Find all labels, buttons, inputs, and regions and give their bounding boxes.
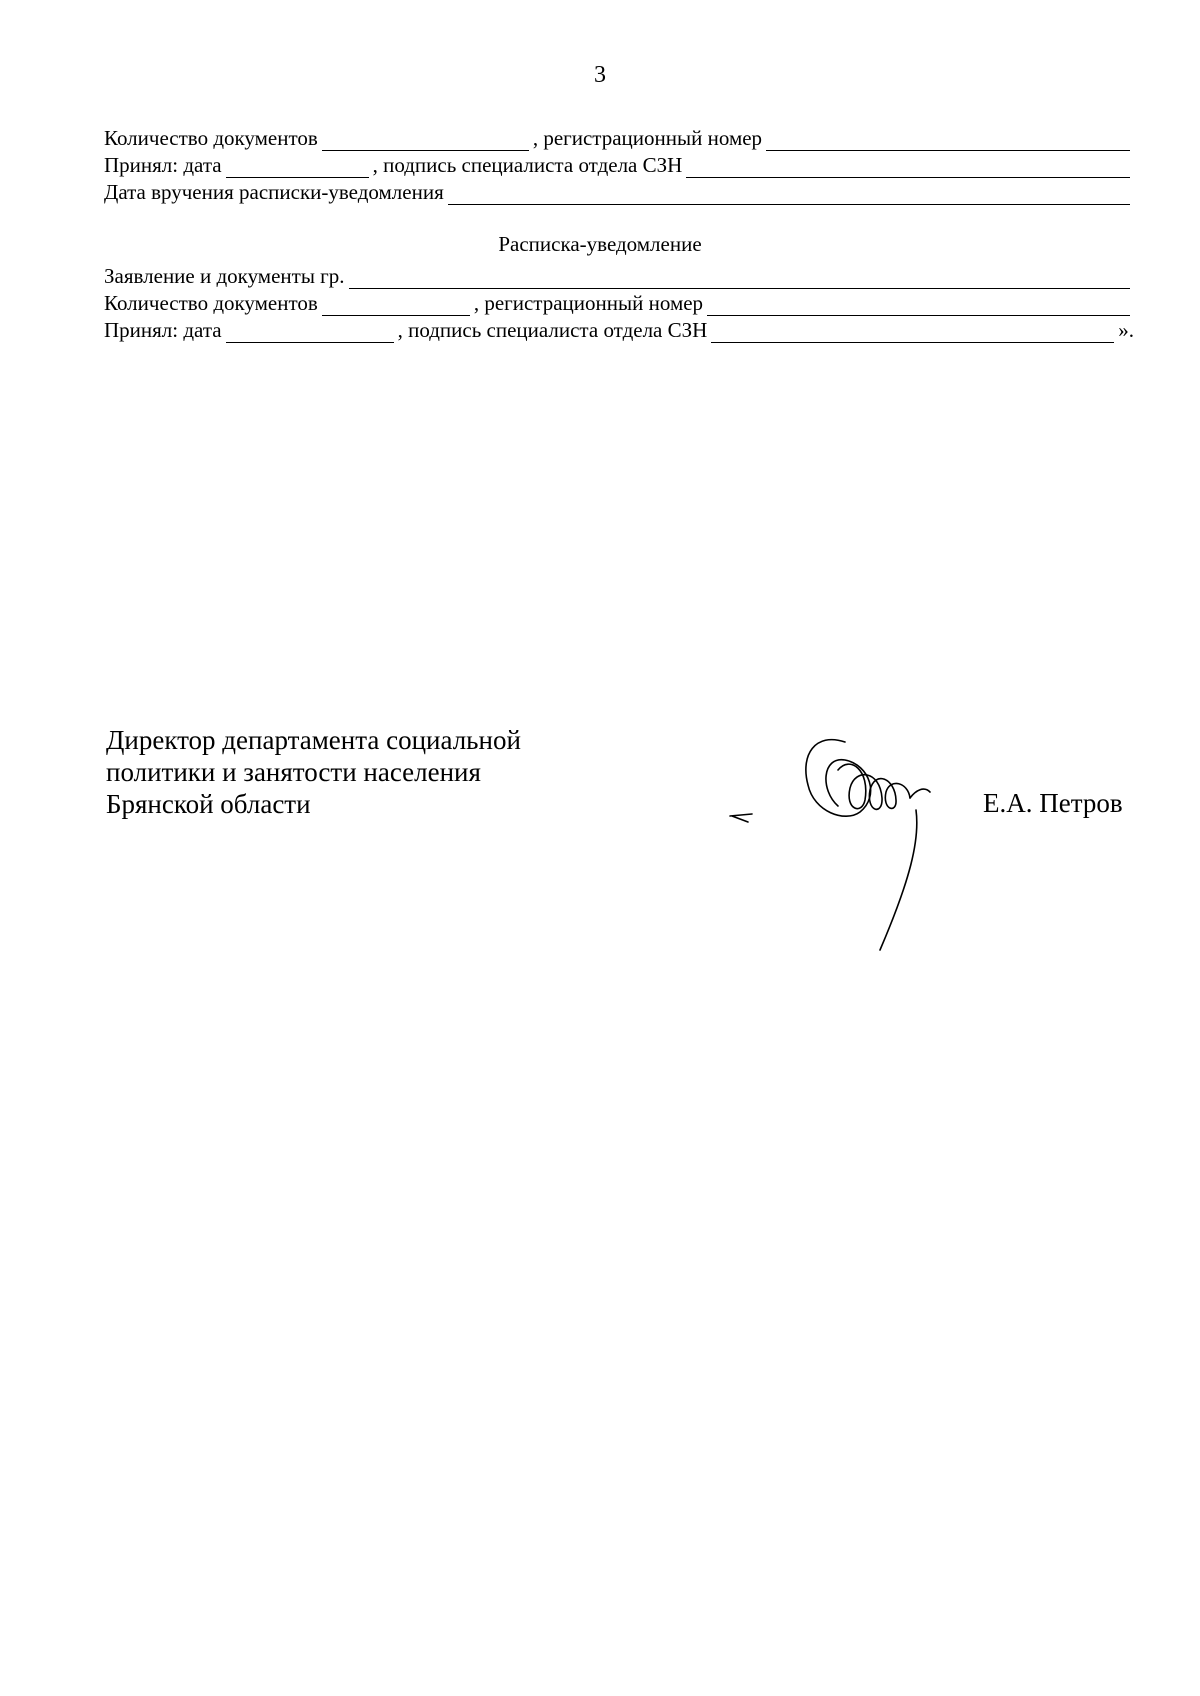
specialist-signature-blank bbox=[686, 157, 1130, 178]
receipt-documents-count-label: Количество документов bbox=[104, 291, 318, 315]
receipt-specialist-signature-blank bbox=[711, 322, 1114, 343]
registration-section bbox=[104, 124, 1134, 205]
applicant-label: Заявление и документы гр. bbox=[104, 264, 345, 288]
receipt-documents-count-line bbox=[104, 289, 1134, 316]
page-number: 3 bbox=[594, 62, 606, 88]
delivery-date-line bbox=[104, 178, 1134, 205]
receipt-documents-count-blank bbox=[322, 295, 470, 316]
receipt-accepted-date-label: Принял: дата bbox=[104, 318, 222, 342]
delivery-date-blank bbox=[448, 184, 1130, 205]
applicant-line bbox=[104, 262, 1134, 289]
documents-count-blank bbox=[322, 130, 529, 151]
delivery-date-label: Дата вручения расписки-уведомления bbox=[104, 180, 444, 204]
receipt-reg-number-blank bbox=[707, 295, 1130, 316]
closing-quote: ». bbox=[1118, 318, 1134, 342]
signer-name: Е.А. Петров bbox=[983, 788, 1123, 818]
reg-number-blank bbox=[766, 130, 1130, 151]
documents-count-line bbox=[104, 124, 1134, 151]
handwritten-signature bbox=[720, 730, 1000, 970]
signer-position bbox=[106, 724, 521, 820]
receipt-section bbox=[104, 262, 1134, 343]
position-line-1: Директор департамента социальной bbox=[106, 725, 521, 755]
receipt-accepted-line bbox=[104, 316, 1134, 343]
applicant-blank bbox=[349, 268, 1130, 289]
accepted-date-label: Принял: дата bbox=[104, 153, 222, 177]
position-line-2: политики и занятости населения bbox=[106, 757, 481, 787]
accepted-date-blank bbox=[226, 157, 369, 178]
receipt-reg-number-label: , регистрационный номер bbox=[473, 291, 704, 315]
documents-count-label: Количество документов bbox=[104, 126, 318, 150]
receipt-accepted-date-blank bbox=[226, 322, 394, 343]
position-line-3: Брянской области bbox=[106, 789, 311, 819]
specialist-signature-label: , подпись специалиста отдела СЗН bbox=[372, 153, 683, 177]
accepted-line bbox=[104, 151, 1134, 178]
receipt-title: Расписка-уведомление bbox=[498, 232, 702, 256]
receipt-specialist-signature-label: , подпись специалиста отдела СЗН bbox=[397, 318, 708, 342]
reg-number-label: , регистрационный номер bbox=[532, 126, 763, 150]
